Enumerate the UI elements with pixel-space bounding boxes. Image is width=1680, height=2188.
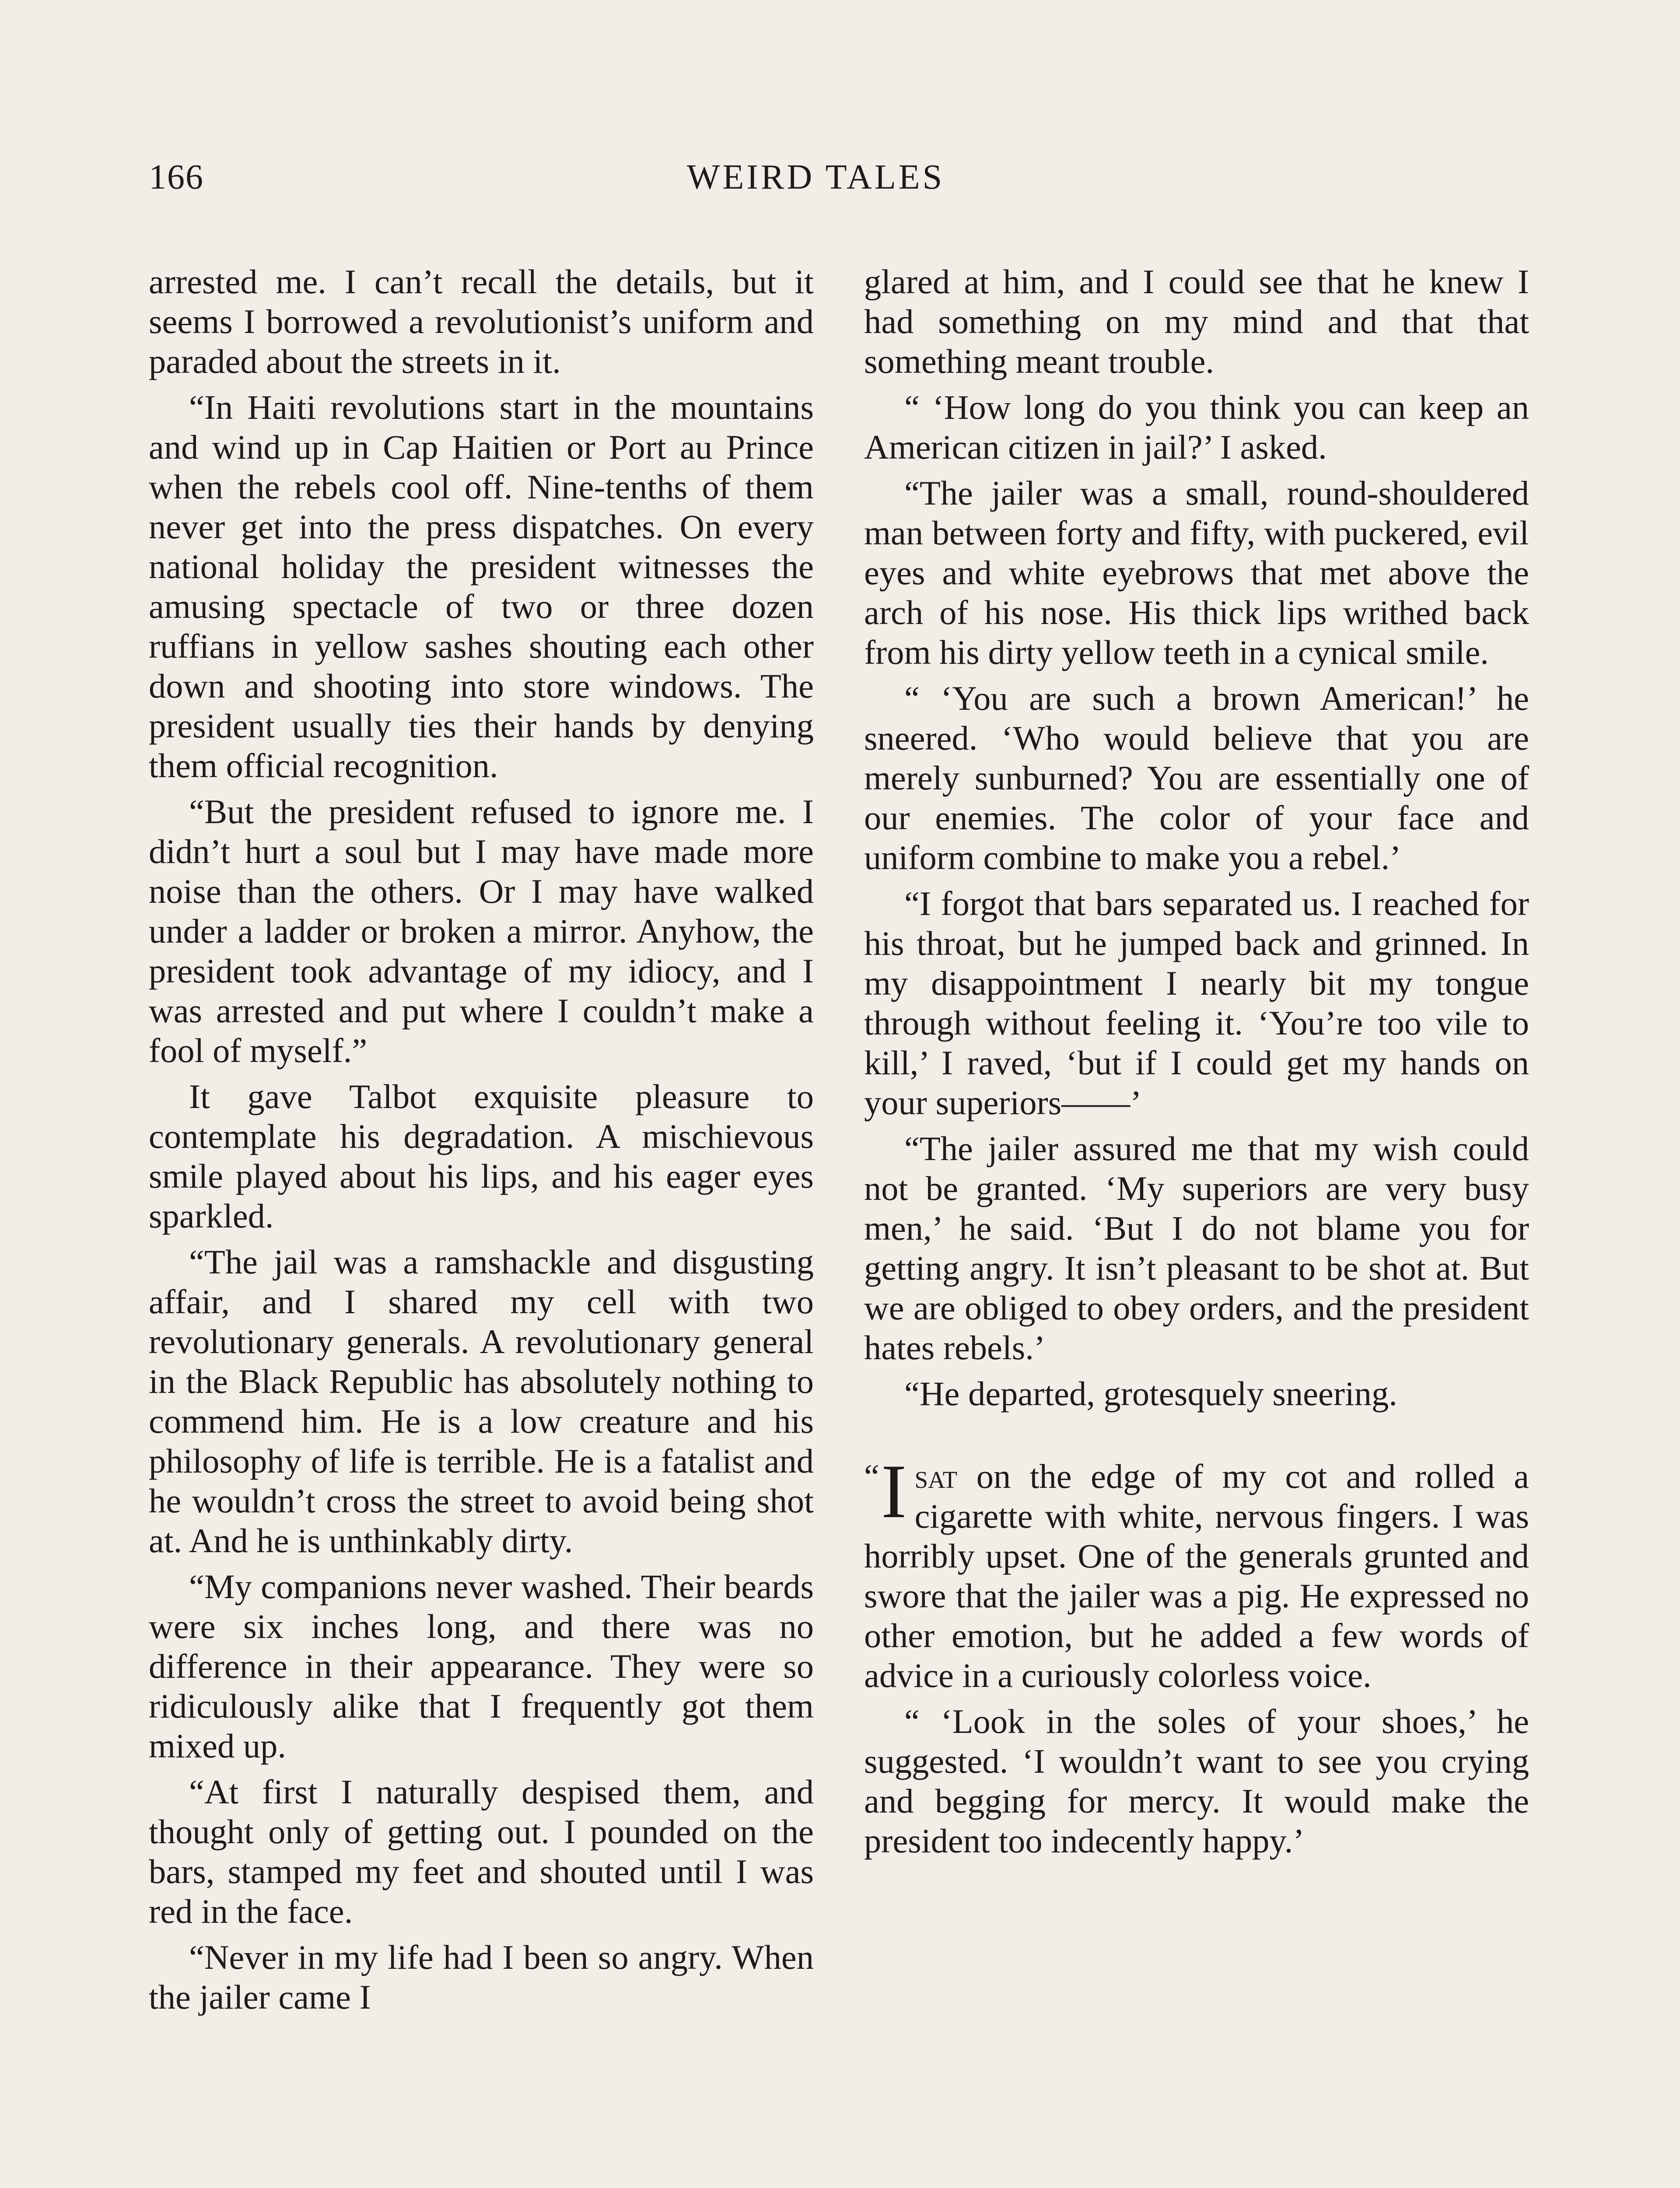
paragraph: “The jailer was a small, round-shouldered man between forty and fifty, with puckered, evil eyes and white eyebrows that met above the arch of his nose. His thick lips writhed back from his dirty yellow teeth in a cynical smile. (864, 474, 1529, 671)
page-header (149, 158, 1531, 214)
paragraph: arrested me. I can’t recall the details, but it seems I borrowed a revolutionist’s uniform and paraded about the streets in it. (149, 263, 814, 380)
paragraph-text: on the edge of my cot and rolled a cigarette with white, nervous fingers. I was horribly upset. One of the generals grunted and swore that the jailer was a pig. He expressed no other emotion, but he added a few words of advice in a curiously colorless voice. (864, 1457, 1529, 1694)
paragraph: “My companions never washed. Their beards were six inches long, and there was no difference in their appearance. They were so ridiculously alike that I frequently got them mixed up. (149, 1567, 814, 1765)
paragraph: “ ‘How long do you think you can keep an American citizen in jail?’ I asked. (864, 388, 1529, 466)
drop-cap: I (881, 1449, 907, 1534)
paragraph: “Never in my life had I been so angry. When the jailer came I (149, 1938, 814, 2016)
paragraph: “But the president refused to ignore me. I didn’t hurt a soul but I may have made more noise than the others. Or I may have walked under a ladder or broken a mirror. Anyhow, the president took advantage of my idiocy, and I was arrested and put where I couldn’t make a fool of myself.” (149, 792, 814, 1069)
page-number: 166 (149, 158, 204, 196)
small-caps-lead: sat (914, 1457, 958, 1495)
paragraph: “The jail was a ramshackle and disgusting affair, and I shared my cell with two revolutionary generals. A revolutionary general in the Black Republic has absolutely nothing to commend him. He is a low creature and his philosophy of life is terrible. He is a fatalist and he wouldn’t cross the street to avoid being shot at. And he is unthinkably dirty. (149, 1243, 814, 1560)
paragraph: “In Haiti revolutions start in the mountains and wind up in Cap Haitien or Port au Prince when the rebels cool off. Nine-tenths of them never get into the press dispatches. On every national holiday the president witnesses the amusing spectacle of two or three dozen ruffians in yellow sashes shouting each other down and shooting into store windows. The president usually ties their hands by denying them official recognition. (149, 388, 814, 785)
paragraph: “ ‘Look in the soles of your shoes,’ he suggested. ‘I wouldn’t want to see you crying and begging for mercy. It would make the president too indecently happy.’ (864, 1702, 1529, 1860)
paragraph: “The jailer assured me that my wish could not be granted. ‘My superiors are very busy men,’ he said. ‘But I do not blame you for getting angry. It isn’t pleasant to be shot at. But we are obliged to obey orders, and the president hates rebels.’ (864, 1129, 1529, 1367)
paragraph: “At first I naturally despised them, and thought only of getting out. I pounded on the bars, stamped my feet and shouted until I was red in the face. (149, 1773, 814, 1930)
section-opening-paragraph (864, 1449, 1529, 1695)
paragraph: “He departed, grotesquely sneering. (904, 1375, 1397, 1413)
right-column (864, 262, 1529, 1867)
paragraph: glared at him, and I could see that he knew I had something on my mind and that that something meant trouble. (864, 263, 1529, 380)
paragraph: It gave Talbot exquisite pleasure to contemplate his degradation. A mischievous smile played about his lips, and his eager eyes sparkled. (149, 1077, 814, 1235)
paragraph: “I forgot that bars separated us. I reached for his throat, but he jumped back and grinned. In my disappointment I nearly bit my tongue through without feeling it. ‘You’re too vile to kill,’ I raved, ‘but if I could get my hands on your superiors——’ (864, 884, 1529, 1122)
running-head: WEIRD TALES (687, 158, 945, 196)
opening-quote: “ (864, 1457, 879, 1495)
left-column (149, 262, 814, 2023)
paragraph: “ ‘You are such a brown American!’ he sneered. ‘Who would believe that you are merely sunburned? You are essentially one of our enemies. The color of your face and uniform combine to make you a rebel.’ (864, 679, 1529, 877)
